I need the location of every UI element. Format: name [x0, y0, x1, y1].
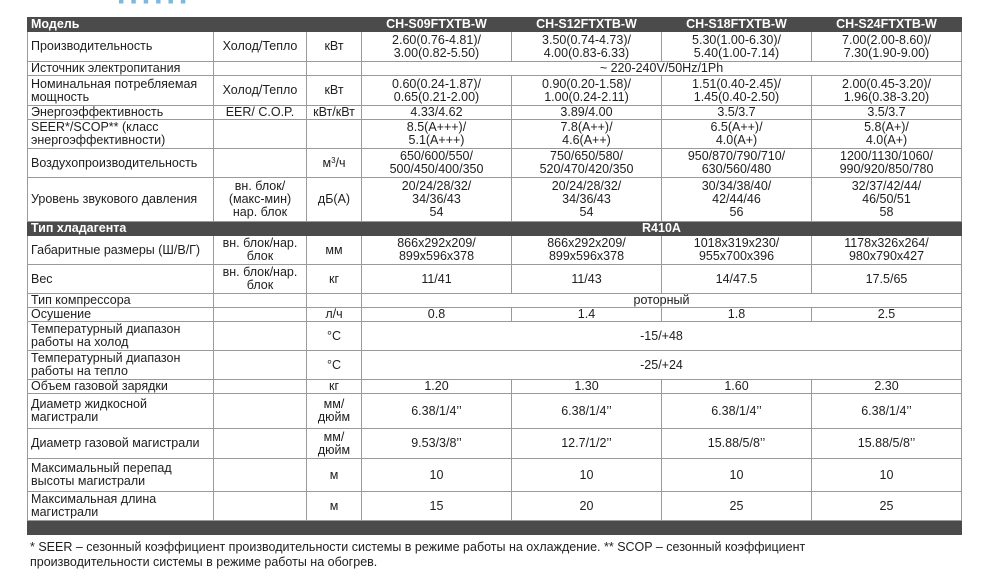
row-label: Производительность: [28, 32, 214, 62]
top-banner-fragment: ▪▪▪▪▪▪: [118, 0, 193, 11]
value-cell: 3.50(0.74-4.73)/ 4.00(0.83-6.33): [512, 32, 662, 62]
row-power-input: [28, 76, 962, 106]
value-cell: 9.53/3/8’’: [362, 429, 512, 459]
row-mode: вн. блок/нар. блок: [214, 236, 307, 265]
row-unit: мм/ дюйм: [307, 394, 362, 429]
value-cell: 3.5/3.7: [812, 106, 962, 120]
row-mode: EER/ C.O.P.: [214, 106, 307, 120]
row-temp-heat: [28, 351, 962, 380]
row-unit: кг: [307, 380, 362, 394]
row-unit: кг: [307, 265, 362, 294]
value-cell: 2.00(0.45-3.20)/ 1.96(0.38-3.20): [812, 76, 962, 106]
section-label: Тип хладагента: [28, 222, 214, 236]
row-label: Воздухопроизводительность: [28, 149, 214, 178]
value-cell: 2.5: [812, 308, 962, 322]
row-dimensions: [28, 236, 962, 265]
row-max-length: [28, 492, 962, 521]
merged-value-cell: роторный: [362, 294, 962, 308]
table-header-row: [28, 18, 962, 32]
merged-value-cell: -25/+24: [362, 351, 962, 380]
row-label: Энергоэффективность: [28, 106, 214, 120]
value-cell: 11/43: [512, 265, 662, 294]
row-label: Вес: [28, 265, 214, 294]
row-label: Осушение: [28, 308, 214, 322]
value-cell: 0.90(0.20-1.58)/ 1.00(0.24-2.11): [512, 76, 662, 106]
value-cell: 20: [512, 492, 662, 521]
row-label: Температурный диапазон работы на тепло: [28, 351, 214, 380]
value-cell: 0.60(0.24-1.87)/ 0.65(0.21-2.00): [362, 76, 512, 106]
merged-value-cell: R410A: [362, 222, 962, 236]
row-liquid-pipe: [28, 394, 962, 429]
value-cell: 8.5(A+++)/ 5.1(A+++): [362, 120, 512, 149]
value-cell: 25: [662, 492, 812, 521]
row-airflow: [28, 149, 962, 178]
value-cell: 4.33/4.62: [362, 106, 512, 120]
value-cell: 14/47.5: [662, 265, 812, 294]
row-mode: Холод/Тепло: [214, 32, 307, 62]
row-label: Габаритные размеры (Ш/В/Г): [28, 236, 214, 265]
value-cell: 650/600/550/ 500/450/400/350: [362, 149, 512, 178]
value-cell: 1.4: [512, 308, 662, 322]
value-cell: 5.8(A+)/ 4.0(A+): [812, 120, 962, 149]
row-seer-class: [28, 120, 962, 149]
value-cell: 1018x319x230/ 955x700x396: [662, 236, 812, 265]
row-unit: °C: [307, 351, 362, 380]
specification-table: [27, 17, 962, 535]
value-cell: 15.88/5/8’’: [662, 429, 812, 459]
value-cell: 1.51(0.40-2.45)/ 1.45(0.40-2.50): [662, 76, 812, 106]
row-label: Температурный диапазон работы на холод: [28, 322, 214, 351]
model-header: CH-S24FTXTB-W: [812, 18, 962, 32]
row-capacity: [28, 32, 962, 62]
row-dehumidification: [28, 308, 962, 322]
row-temp-cool: [28, 322, 962, 351]
row-mode: вн. блок/ (макс-мин) нар. блок: [214, 178, 307, 222]
value-cell: 25: [812, 492, 962, 521]
value-cell: 750/650/580/ 520/470/420/350: [512, 149, 662, 178]
row-compressor: [28, 294, 962, 308]
merged-value-cell: -15/+48: [362, 322, 962, 351]
row-label: Номинальная потребляемая мощность: [28, 76, 214, 106]
row-unit: кВт: [307, 32, 362, 62]
value-cell: 15.88/5/8’’: [812, 429, 962, 459]
model-header: CH-S09FTXTB-W: [362, 18, 512, 32]
value-cell: 15: [362, 492, 512, 521]
row-label: Максимальный перепад высоты магистрали: [28, 459, 214, 492]
row-unit: кВт/кВт: [307, 106, 362, 120]
row-label: Тип компрессора: [28, 294, 214, 308]
model-header: CH-S18FTXTB-W: [662, 18, 812, 32]
value-cell: 30/34/38/40/ 42/44/46 56: [662, 178, 812, 222]
value-cell: 6.38/1/4’’: [662, 394, 812, 429]
value-cell: 1.20: [362, 380, 512, 394]
row-unit: л/ч: [307, 308, 362, 322]
value-cell: 950/870/790/710/ 630/560/480: [662, 149, 812, 178]
row-max-height: [28, 459, 962, 492]
row-weight: [28, 265, 962, 294]
row-unit: м: [307, 492, 362, 521]
row-refrigerant: [28, 222, 962, 236]
value-cell: 10: [362, 459, 512, 492]
value-cell: 20/24/28/32/ 34/36/43 54: [512, 178, 662, 222]
value-cell: 1200/1130/1060/ 990/920/850/780: [812, 149, 962, 178]
value-cell: 10: [512, 459, 662, 492]
value-cell: 3.5/3.7: [662, 106, 812, 120]
merged-value-cell: ~ 220-240V/50Hz/1Ph: [362, 62, 962, 76]
value-cell: 10: [812, 459, 962, 492]
value-cell: 32/37/42/44/ 46/50/51 58: [812, 178, 962, 222]
value-cell: 1.8: [662, 308, 812, 322]
value-cell: 6.38/1/4’’: [512, 394, 662, 429]
value-cell: 10: [662, 459, 812, 492]
row-label: Уровень звукового давления: [28, 178, 214, 222]
value-cell: 5.30(1.00-6.30)/ 5.40(1.00-7.14): [662, 32, 812, 62]
value-cell: 866x292x209/ 899x596x378: [512, 236, 662, 265]
model-label: Модель: [28, 18, 214, 32]
row-label: Диаметр жидкосной магистрали: [28, 394, 214, 429]
row-unit: кВт: [307, 76, 362, 106]
footnote: [30, 540, 910, 570]
row-mode: Холод/Тепло: [214, 76, 307, 106]
row-label: SEER*/SCOP** (класс энергоэффективности): [28, 120, 214, 149]
model-header: CH-S12FTXTB-W: [512, 18, 662, 32]
value-cell: 2.30: [812, 380, 962, 394]
value-cell: 6.5(A++)/ 4.0(A+): [662, 120, 812, 149]
value-cell: 7.00(2.00-8.60)/ 7.30(1.90-9.00): [812, 32, 962, 62]
row-power-source: [28, 62, 962, 76]
value-cell: 1.60: [662, 380, 812, 394]
row-label: Объем газовой зарядки: [28, 380, 214, 394]
row-unit: дБ(А): [307, 178, 362, 222]
value-cell: 17.5/65: [812, 265, 962, 294]
value-cell: 6.38/1/4’’: [812, 394, 962, 429]
row-unit: $м^3/ч$: [307, 149, 362, 178]
row-unit: мм/ дюйм: [307, 429, 362, 459]
value-cell: 7.8(A++)/ 4.6(A++): [512, 120, 662, 149]
row-unit: °C: [307, 322, 362, 351]
row-mode: вн. блок/нар. блок: [214, 265, 307, 294]
row-gas-pipe: [28, 429, 962, 459]
value-cell: 11/41: [362, 265, 512, 294]
row-noise: [28, 178, 962, 222]
row-efficiency: [28, 106, 962, 120]
value-cell: 1178x326x264/ 980x790x427: [812, 236, 962, 265]
row-unit: мм: [307, 236, 362, 265]
value-cell: 2.60(0.76-4.81)/ 3.00(0.82-5.50): [362, 32, 512, 62]
value-cell: 866x292x209/ 899x596x378: [362, 236, 512, 265]
row-label: Максимальная длина магистрали: [28, 492, 214, 521]
footnote-line: * SEER – сезонный коэффициент производительности системы в режиме работы на охлаждение. ** SCOP – сезонный коэффициент: [30, 540, 806, 554]
footnote-line: производительности системы в режиме работы на обогрев.: [30, 555, 378, 569]
row-unit: м: [307, 459, 362, 492]
table-footer-bar: [28, 521, 962, 535]
value-cell: 1.30: [512, 380, 662, 394]
value-cell: 3.89/4.00: [512, 106, 662, 120]
value-cell: 0.8: [362, 308, 512, 322]
row-gas-charge: [28, 380, 962, 394]
value-cell: 20/24/28/32/ 34/36/43 54: [362, 178, 512, 222]
row-label: Диаметр газовой магистрали: [28, 429, 214, 459]
value-cell: 6.38/1/4’’: [362, 394, 512, 429]
row-label: Источник электропитания: [28, 62, 214, 76]
value-cell: 12.7/1/2’’: [512, 429, 662, 459]
